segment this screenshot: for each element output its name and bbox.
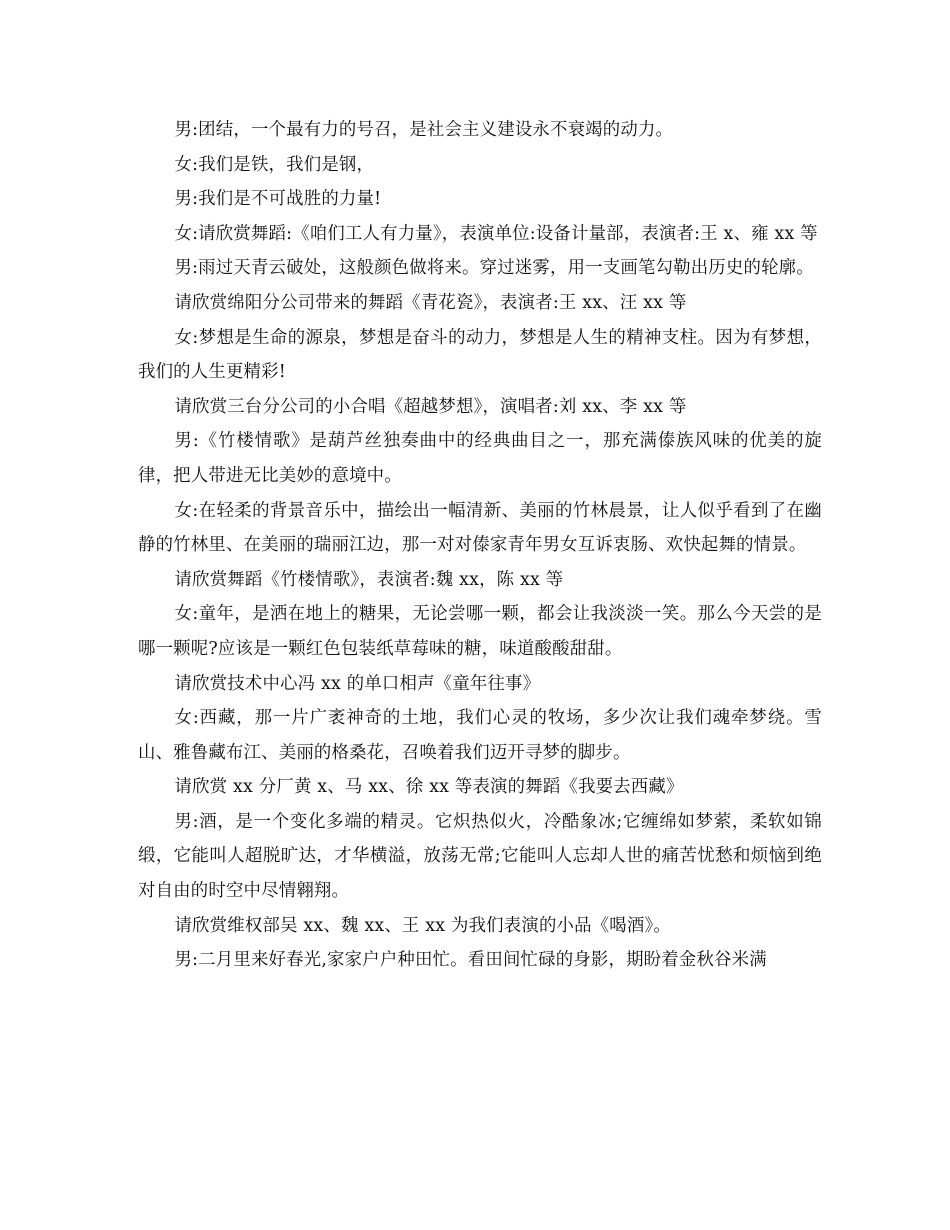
paragraph-4: 女:请欣赏舞蹈:《咱们工人有力量》，表演单位:设备计量部，表演者:王 x、雍 xx 等 bbox=[174, 223, 818, 244]
paragraph-13: 请欣赏技术中心冯 xx 的单口相声《童年往事》 bbox=[174, 673, 541, 694]
paragraph-2: 女:我们是铁，我们是钢， bbox=[174, 154, 375, 175]
paragraph-14: 女:西藏，那一片广袤神奇的土地，我们心灵的牧场，多少次让我们魂牵梦绕。雪山、雅鲁藏布江、美丽的格桑花，召唤着我们迈开寻梦的脚步。 bbox=[138, 708, 822, 763]
document-body bbox=[138, 113, 822, 978]
paragraph-18: 男:二月里来好春光,家家户户种田忙。看田间忙碌的身影，期盼着金秋谷米满 bbox=[174, 950, 767, 971]
paragraph-9: 男:《竹楼情歌》是葫芦丝独奏曲中的经典曲目之一，那充满傣族风味的优美的旋律，把人带进无比美妙的意境中。 bbox=[138, 431, 822, 486]
paragraph-1: 男:团结，一个最有力的号召，是社会主义建设永不衰竭的动力。 bbox=[174, 120, 674, 140]
paragraph-3: 男:我们是不可战胜的力量! bbox=[174, 189, 382, 210]
paragraph-6: 请欣赏绵阳分公司带来的舞蹈《青花瓷》，表演者:王 xx、汪 xx 等 bbox=[174, 292, 687, 313]
paragraph-16: 男:酒，是一个变化多端的精灵。它炽热似火，冷酷象冰;它缠绵如梦萦，柔软如锦缎，它能叫人超脱旷达，才华横溢，放荡无常;它能叫人忘却人世的痛苦忧愁和烦恼到绝对自由的时空中尽情翱翔。 bbox=[138, 811, 822, 902]
paragraph-12: 女:童年，是洒在地上的糖果，无论尝哪一颗，都会让我淡淡一笑。那么今天尝的是哪一颗呢?应该是一颗红色包装纸草莓味的糖，味道酸酸甜甜。 bbox=[138, 604, 822, 659]
paragraph-8: 请欣赏三台分公司的小合唱《超越梦想》，演唱者:刘 xx、李 xx 等 bbox=[174, 396, 687, 417]
paragraph-7: 女:梦想是生命的源泉，梦想是奋斗的动力，梦想是人生的精神支柱。因为有梦想，我们的人生更精彩! bbox=[138, 327, 822, 383]
paragraph-5: 男:雨过天青云破处，这般颜色做将来。穿过迷雾，用一支画笔勾勒出历史的轮廓。 bbox=[174, 258, 814, 279]
paragraph-17: 请欣赏维权部吴 xx、魏 xx、王 xx 为我们表演的小品《喝酒》。 bbox=[174, 915, 671, 936]
paragraph-10: 女:在轻柔的背景音乐中，描绘出一幅清新、美丽的竹林晨景，让人似乎看到了在幽静的竹林里、在美丽的瑞丽江边，那一对对傣家青年男女互诉衷肠、欢快起舞的情景。 bbox=[138, 500, 822, 556]
paragraph-15: 请欣赏 xx 分厂黄 x、马 xx、徐 xx 等表演的舞蹈《我要去西藏》 bbox=[174, 777, 684, 798]
paragraph-11: 请欣赏舞蹈《竹楼情歌》，表演者:魏 xx，陈 xx 等 bbox=[174, 569, 564, 590]
